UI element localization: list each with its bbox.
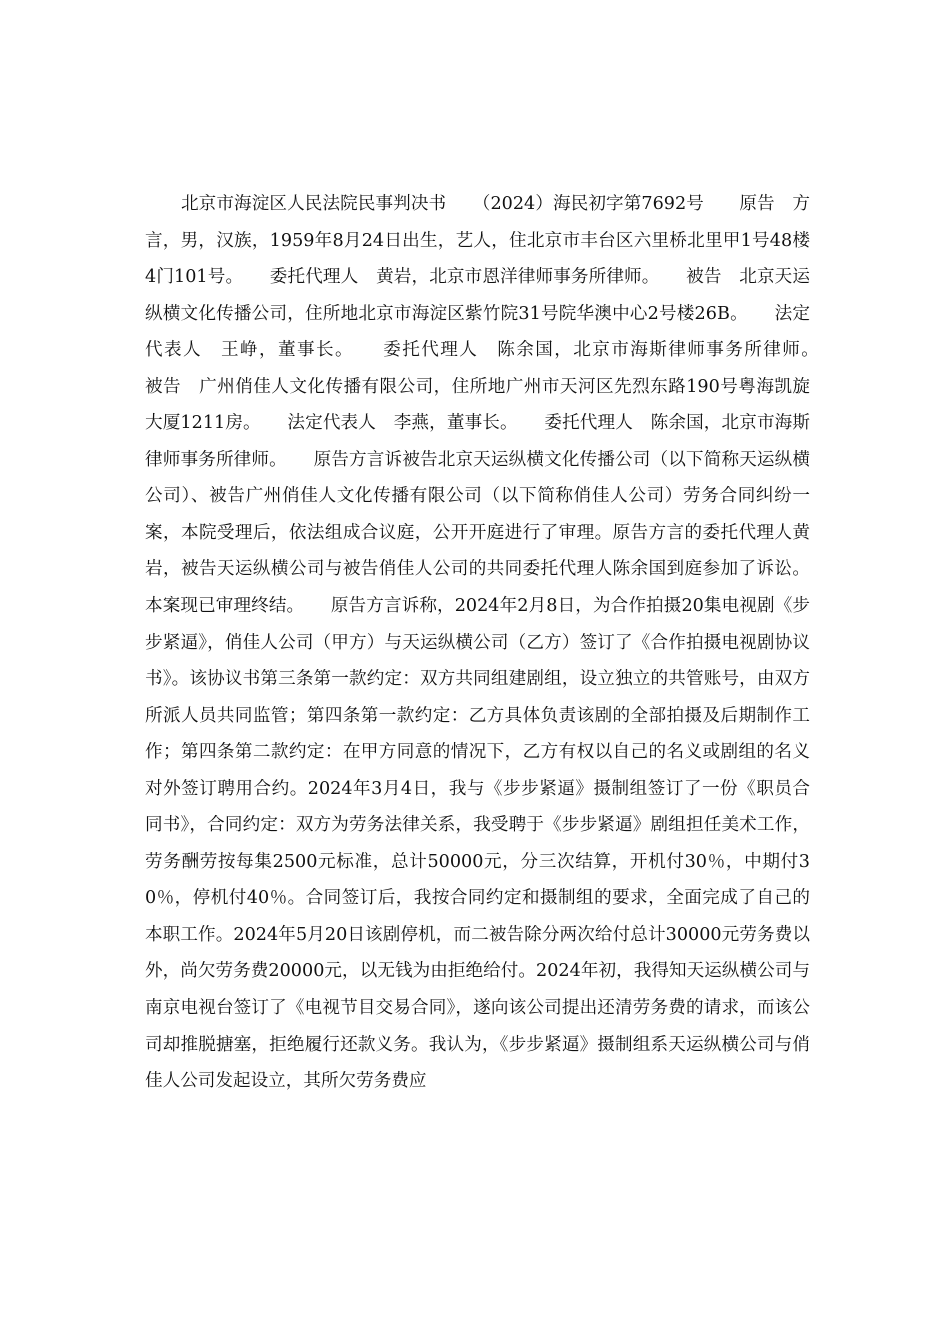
defendant-1-legal-rep: 法定代表人 王峥，董事长。 [145,303,810,361]
case-procedure-paragraph: 原告方言诉被告北京天运纵横文化传播公司（以下简称天运纵横公司）、被告广州俏佳人文化传播有限公司（以下简称俏佳人公司）劳务合同纠纷一案，本院受理后，依法组成合议庭，公开开庭进行了审理。原告方言的委托代理人黄岩，被告天运纵横公司与被告俏佳人公司的共同委托代理人陈余国到庭参加了诉讼。本案现已审理终结。 [145,449,810,617]
plaintiff-claims-paragraph: 原告方言诉称，2024年2月8日，为合作拍摄20集电视剧《步步紧逼》，俏佳人公司（甲方）与天运纵横公司（乙方）签订了《合作拍摄电视剧协议书》。该协议书第三条第一款约定：双方共同组建剧组，设立独立的共管账号，由双方所派人员共同监管；第四条第一款约定：乙方具体负责该剧的全部拍摄及后期制作工作；第四条第二款约定：在甲方同意的情况下，乙方有权以自己的名义或剧组的名义对外签订聘用合约。2024年3月4日，我与《步步紧逼》摄制组签订了一份《职员合同书》，合同约定：双方为劳务法律关系，我受聘于《步步紧逼》剧组担任美术工作，劳务酬劳按每集2500元标准，总计50000元，分三次结算，开机付30％，中期付30％，停机付40％。合同签订后，我按合同约定和摄制组的要求，全面完成了自己的本职工作。2024年5月20日该剧停机，而二被告除分两次给付总计30000元劳务费以外，尚欠劳务费20000元，以无钱为由拒绝给付。2024年初，我得知天运纵横公司与南京电视台签订了《电视节目交易合同》，遂向该公司提出还清劳务费的请求，而该公司却推脱搪塞，拒绝履行还款义务。我认为，《步步紧逼》摄制组系天运纵横公司与俏佳人公司发起设立，其所欠劳务费应 [145,596,811,1092]
party-defendant-2: 被告 广州俏佳人文化传播有限公司，住所地广州市天河区先烈东路190号粤海凯旋大厦1211房。 [145,340,846,434]
judgment-body-text [145,186,846,1100]
defendant-1-agent: 委托代理人 陈余国，北京市海斯律师事务所律师。 [345,340,810,361]
defendant-2-legal-rep: 法定代表人 李燕，董事长。 [251,413,509,434]
party-plaintiff: 原告 方言，男，汉族，1959年8月24日出生，艺人，住北京市丰台区六里桥北里甲1号48楼4门101号。 [145,194,810,288]
defendant-2-agent: 委托代理人 陈余国，北京市海斯律师事务所律师。 [145,413,810,470]
party-defendant-1: 被告 北京天运纵横文化传播公司，住所地北京市海淀区紫竹院31号院华澳中心2号楼26B。 [145,267,810,324]
judgment-heading: 北京市海淀区人民法院民事判决书 （2024）海民初字第7692号 [181,194,704,214]
plaintiff-agent: 委托代理人 黄岩，北京市恩洋律师事务所律师。 [234,267,651,288]
